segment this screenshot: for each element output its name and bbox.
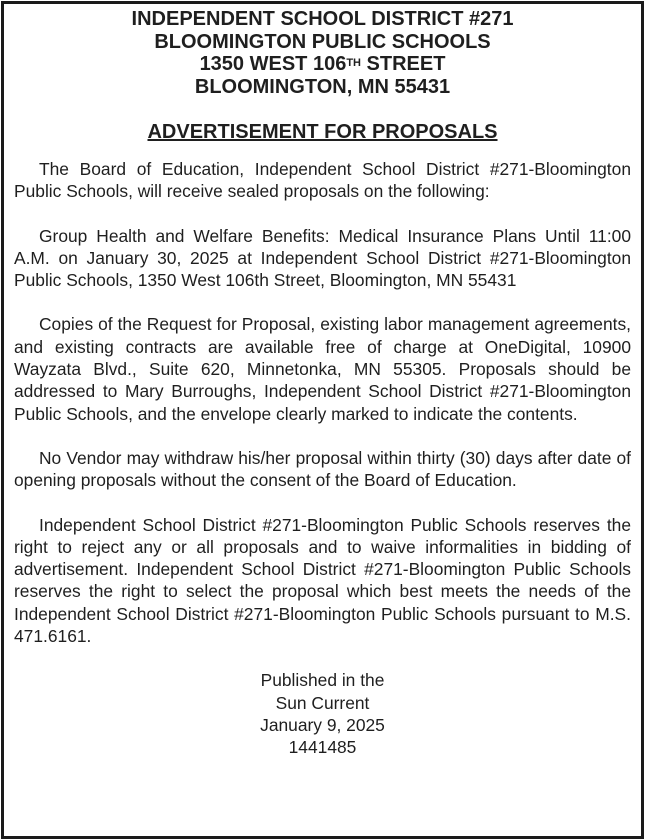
publication-id: 1441485 — [288, 737, 357, 758]
paragraph-withdraw: No Vendor may withdraw his/her proposal within thirty (30) days after date of opening proposals without the consent of the Board of Education. — [14, 447, 631, 491]
paragraph-copies: Copies of the Request for Proposal, existing labor management agreements, and existing contracts are available free of charge at OneDigital, 10900 Wayzata Blvd., Suite 620, Minnetonka, MN 55305. Proposals should be addressed to Mary Burroughs, Independent School District #271-Bloomington Public Schools, and the envelope clearly marked to indicate the contents. — [14, 314, 631, 424]
paragraph-intro: The Board of Education, Independent School District #271-Bloomington Public Schools, will receive sealed proposals on the following: — [14, 159, 631, 202]
header-line-address — [14, 53, 631, 76]
paragraph-benefits: Group Health and Welfare Benefits: Medical Insurance Plans Until 11:00 A.M. on January 30, 2025 at Independent School District #271-Bloomington Public Schools, 1350 West 106th Street, Bloomington, MN 55431 — [14, 225, 631, 291]
paragraph-rights: Independent School District #271-Bloomington Public Schools reserves the right to reject any or all proposals and to waive informalities in bidding of advertisement. Independent School District #271-Bloomington Public Schools reserves the right to select the proposal which best meets the needs of the Independent School District #271-Bloomington Public Schools pursuant to M.S. 471.6161. — [14, 514, 631, 647]
publication-date: January 9, 2025 — [260, 714, 385, 735]
header-line-district: INDEPENDENT SCHOOL DISTRICT #271 — [131, 8, 514, 30]
publication-info — [14, 669, 631, 758]
header-line-schools: BLOOMINGTON PUBLIC SCHOOLS — [154, 30, 491, 53]
publication-name: Sun Current — [275, 692, 370, 713]
address-prefix: 1350 WEST 106 — [199, 53, 347, 75]
notice-header — [14, 8, 631, 98]
published-in-label: Published in the — [260, 670, 385, 691]
notice-title: ADVERTISEMENT FOR PROPOSALS — [147, 121, 498, 143]
legal-notice — [14, 8, 631, 759]
address-suffix: STREET — [360, 53, 446, 75]
header-line-city: BLOOMINGTON, MN 55431 — [194, 75, 451, 98]
address-superscript: TH — [346, 57, 361, 69]
